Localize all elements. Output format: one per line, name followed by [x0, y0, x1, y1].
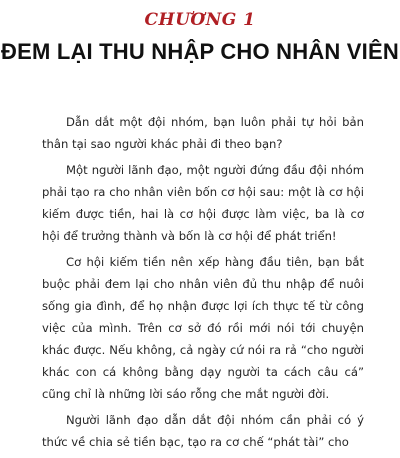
paragraph: Một người lãnh đạo, một người đứng đầu đội nhóm phải tạo ra cho nhân viên bốn cơ hội sau: một là cơ hội kiếm được tiền, hai là cơ hội được làm việc, ba là cơ hội để trưởng thành và bốn là cơ hội để phát triển! — [42, 163, 364, 243]
paragraph: Dẫn dắt một đội nhóm, bạn luôn phải tự hỏi bản thân tại sao người khác phải đi theo bạn? — [42, 115, 364, 151]
chapter-title: ĐEM LẠI THU NHẬP CHO NHÂN VIÊN — [1, 39, 399, 64]
paragraph: Người lãnh đạo dẫn dắt đội nhóm cần phải có ý thức về chia sẻ tiền bạc, tạo ra cơ chế “phát tài” cho — [42, 412, 364, 449]
body-text — [42, 112, 364, 458]
paragraph: Cơ hội kiếm tiền nên xếp hàng đầu tiên, bạn bắt buộc phải đem lại cho nhân viên đủ thu nhập để nuôi sống gia đình, để họ nhận được lợi ích thực tế từ công việc của mình. Trên cơ sở đó rồi mới nói tới chuyện khác được. Nếu không, cả ngày cứ nói ra rả “cho người khác con cá không bằng dạy người ta cách câu cá” cũng chỉ là những lời sáo rỗng che mắt người đời. — [42, 255, 364, 401]
chapter-label: CHƯƠNG 1 — [144, 10, 256, 30]
